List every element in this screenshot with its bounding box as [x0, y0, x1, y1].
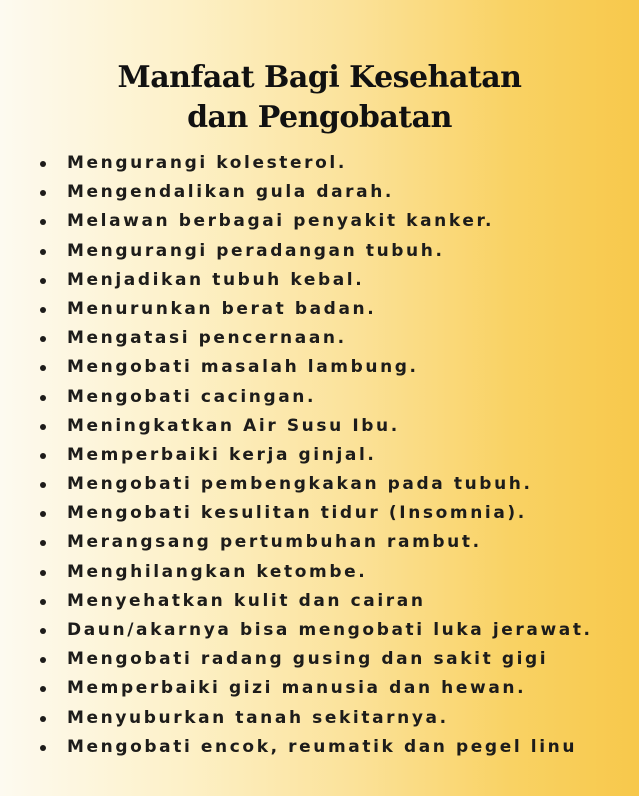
list-item-text: Menurunkan berat badan. [67, 298, 377, 319]
bullet-icon [40, 219, 46, 225]
list-item [0, 645, 639, 674]
bullet-icon [40, 161, 46, 167]
list-item-text: Menyuburkan tanah sekitarnya. [67, 707, 449, 728]
list-item [0, 295, 639, 324]
list-item-text: Merangsang pertumbuhan rambut. [67, 532, 482, 553]
list-item [0, 383, 639, 412]
list-item [0, 470, 639, 499]
list-item [0, 412, 639, 441]
bullet-icon [40, 511, 46, 517]
list-item [0, 616, 639, 645]
bullet-icon [40, 482, 46, 488]
list-item-text: Mengobati encok, reumatik dan pegel linu [67, 736, 578, 757]
list-item-text: Mengurangi peradangan tubuh. [67, 240, 445, 261]
bullet-icon [40, 190, 46, 196]
list-item [0, 674, 639, 703]
list-item-text: Menghilangkan ketombe. [67, 561, 368, 582]
bullet-icon [40, 336, 46, 342]
list-item-text: Mengobati masalah lambung. [67, 357, 419, 378]
list-item [0, 178, 639, 207]
list-item [0, 704, 639, 733]
list-item [0, 353, 639, 382]
bullet-icon [40, 424, 46, 430]
bullet-icon [40, 453, 46, 459]
bullet-icon [40, 307, 46, 313]
list-item [0, 733, 639, 762]
list-item-text: Memperbaiki kerja ginjal. [67, 444, 377, 465]
list-item [0, 499, 639, 528]
list-item [0, 587, 639, 616]
list-item-text: Menyehatkan kulit dan cairan [67, 590, 426, 611]
list-item-text: Mengobati pembengkakan pada tubuh. [67, 474, 533, 495]
bullet-icon [40, 657, 46, 663]
list-item-text: Mengobati kesulitan tidur (Insomnia). [67, 503, 527, 524]
title-line-1: Manfaat Bagi Kesehatan [117, 60, 522, 96]
bullet-icon [40, 278, 46, 284]
list-item [0, 237, 639, 266]
list-item-text: Mengobati radang gusing dan sakit gigi [67, 649, 549, 670]
bullet-icon [40, 716, 46, 722]
bullet-icon [40, 745, 46, 751]
bullet-icon [40, 395, 46, 401]
bullet-icon [40, 686, 46, 692]
list-item-text: Mengendalikan gula darah. [67, 182, 394, 203]
list-item-text: Memperbaiki gizi manusia dan hewan. [67, 678, 527, 699]
bullet-icon [40, 540, 46, 546]
bullet-icon [40, 249, 46, 255]
benefits-list [0, 149, 639, 762]
bullet-icon [40, 365, 46, 371]
list-item-text: Meningkatkan Air Susu Ibu. [67, 415, 400, 436]
bullet-icon [40, 628, 46, 634]
page-title [0, 58, 639, 138]
list-item [0, 207, 639, 236]
list-item-text: Melawan berbagai penyakit kanker. [67, 211, 495, 232]
list-item-text: Menjadikan tubuh kebal. [67, 269, 365, 290]
list-item-text: Daun/akarnya bisa mengobati luka jerawat. [67, 620, 593, 640]
list-item [0, 324, 639, 353]
title-line-2: dan Pengobatan [187, 100, 452, 136]
bullet-icon [40, 570, 46, 576]
list-item [0, 149, 639, 178]
list-item [0, 558, 639, 587]
list-item-text: Mengobati cacingan. [67, 386, 317, 407]
list-item-text: Mengurangi kolesterol. [67, 153, 347, 173]
list-item-text: Mengatasi pencernaan. [67, 328, 347, 349]
list-item [0, 441, 639, 470]
list-item [0, 266, 639, 295]
list-item [0, 528, 639, 557]
bullet-icon [40, 599, 46, 605]
